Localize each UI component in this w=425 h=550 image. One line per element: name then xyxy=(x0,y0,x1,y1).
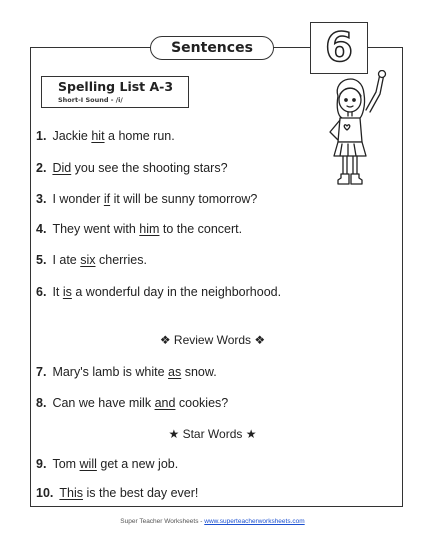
spelling-word: and xyxy=(154,396,176,410)
spelling-word: will xyxy=(79,457,97,471)
review-words-heading: ❖ Review Words ❖ xyxy=(159,333,266,347)
page-title: Sentences xyxy=(150,36,274,60)
sentence-1: 1. Jackie hit a home run. xyxy=(36,129,175,143)
spelling-list-box xyxy=(41,76,189,108)
spelling-word: six xyxy=(80,253,96,267)
spelling-list-title: Spelling List A-3 xyxy=(58,79,174,94)
sentence-8: 8. Can we have milk and cookies? xyxy=(36,396,229,410)
spelling-word: hit xyxy=(91,129,105,143)
spelling-word: is xyxy=(62,285,72,299)
sentence-10: 10. This is the best day ever! xyxy=(36,486,199,500)
footer xyxy=(0,518,425,525)
sentence-5: 5. I ate six cherries. xyxy=(36,253,147,267)
spelling-word: This xyxy=(59,486,84,500)
sentence-9: 9. Tom will get a new job. xyxy=(36,457,179,471)
footer-link[interactable]: www.superteacherworksheets.com xyxy=(204,518,305,525)
number-sign xyxy=(310,22,368,74)
footer-text: Super Teacher Worksheets - xyxy=(120,518,205,525)
spelling-word: Did xyxy=(52,161,72,175)
girl-illustration-icon xyxy=(318,70,390,192)
sentence-2: 2. Did you see the shooting stars? xyxy=(36,161,228,175)
sentence-7: 7. Mary's lamb is white as snow. xyxy=(36,365,217,379)
spelling-word: if xyxy=(103,192,111,206)
spelling-word: him xyxy=(139,222,160,236)
spelling-list-subtitle: Short-I Sound - /i/ xyxy=(58,96,123,104)
sign-number: 6 xyxy=(325,25,353,71)
spelling-word: as xyxy=(168,365,182,379)
sentence-6: 6. It is a wonderful day in the neighborhood. xyxy=(36,285,282,299)
sentence-3: 3. I wonder if it will be sunny tomorrow? xyxy=(36,192,258,206)
sentence-4: 4. They went with him to the concert. xyxy=(36,222,243,236)
star-words-heading: ★ Star Words ★ xyxy=(168,427,257,441)
